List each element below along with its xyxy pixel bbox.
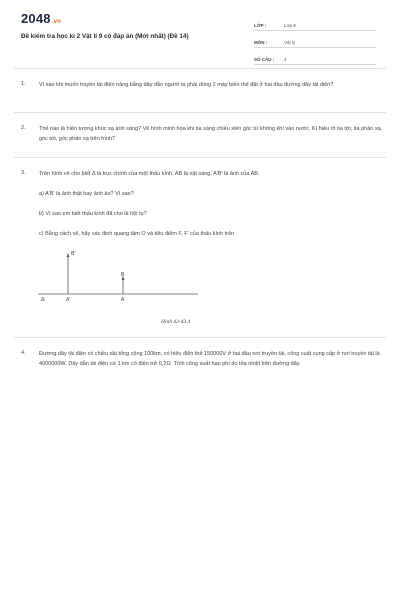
lens-diagram: [38, 246, 198, 304]
logo-sub: .vn: [51, 19, 62, 25]
question-3-part-c: c) Bằng cách vẽ, hãy xác định quang tâm O và tiêu điểm F, F' của thấu kính trên: [39, 231, 235, 237]
question-1: [21, 81, 387, 91]
label-a-prime: A': [66, 297, 71, 303]
divider: [14, 157, 386, 158]
question-2: [21, 125, 387, 144]
figure-caption: Hình 42-43.4: [161, 319, 191, 325]
meta-row-subject: [254, 34, 376, 48]
meta-row-count: [254, 51, 376, 65]
question-text: Đường dây tải điện có chiều dài tổng cộng 100km, có hiệu điện thế 150000V ở hai đầu nơi truyền tải, công suất cung cấp ở nơi truyền tải là 4000000W. Dây dẫn tải điện cứ 1 km có điện trở 0,2Ω. Tính công suất hao phí do tỏa nhiệt trên đường dây.: [39, 351, 380, 367]
question-text: Trên hình vẽ cho biết Δ là trục chính của một thấu kính, AB là vật sáng, A'B' là ảnh của AB.: [39, 171, 260, 177]
question-3: [21, 170, 387, 180]
question-text: Thế nào là hiện tượng khúc xạ ánh sáng? Vẽ hình minh họa khi tia sáng chiếu xiên góc từ không khí vào nước. Kí hiệu rõ tia tới, tia phản xạ, góc tới, góc phản xạ trên hình?: [39, 126, 383, 142]
meta-key-count: SỐ CÂU :: [254, 57, 275, 62]
divider: [14, 337, 386, 338]
label-delta: Δ: [41, 297, 45, 303]
meta-value-subject: Vật lý: [284, 40, 296, 45]
question-text: Vì sao khi muốn truyền tải điện năng bằng dây dẫn người ta phải dùng 2 máy biến thế đặt ở hai đầu đường dây tải điện?: [39, 82, 334, 88]
document-title: Đề kiểm tra học kì 2 Vật lí 9 có đáp án (Mới nhất) (Đề 14): [21, 33, 189, 40]
meta-key-subject: MÔN :: [254, 40, 268, 45]
question-number: 4.: [21, 350, 26, 356]
question-number: 1.: [21, 81, 26, 87]
question-4: [21, 350, 387, 369]
question-3-part-b: b) Vì sao em biết thấu kính đã cho là hội tụ?: [39, 211, 147, 217]
label-b-prime: B': [71, 251, 76, 257]
meta-row-class: [254, 17, 376, 31]
question-number: 2.: [21, 125, 26, 131]
site-logo[interactable]: [21, 11, 61, 26]
logo-main: 2048: [21, 11, 51, 26]
meta-value-class: Lớp 9: [284, 23, 296, 28]
meta-key-class: LỚP :: [254, 23, 267, 28]
divider: [14, 112, 386, 113]
meta-value-count: 4: [284, 57, 287, 62]
image-arrow-head: [67, 253, 70, 257]
question-3-part-a: a) A'B' là ảnh thật hay ảnh ảo? Vì sao?: [39, 191, 134, 197]
label-b: B: [121, 272, 125, 278]
label-a: A: [121, 297, 125, 303]
question-number: 3.: [21, 170, 26, 176]
meta-box: [254, 17, 376, 68]
divider: [14, 68, 386, 69]
